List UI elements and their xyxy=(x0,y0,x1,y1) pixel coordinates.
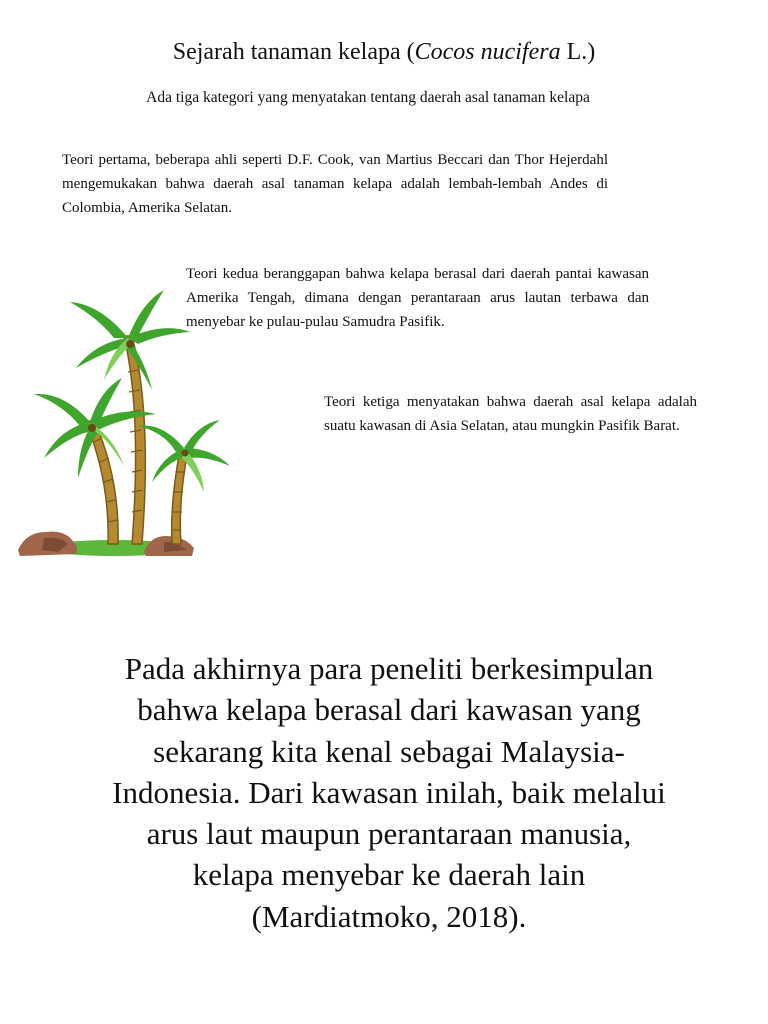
theory-third-paragraph: Teori ketiga menyatakan bahwa daerah asal kelapa adalah suatu kawasan di Asia Selatan, atau mungkin Pasifik Barat. xyxy=(324,394,697,434)
palm-crown-right xyxy=(138,420,230,492)
theory-first-paragraph: Teori pertama, beberapa ahli seperti D.F. Cook, van Martius Beccari dan Thor Hejerdahl mengemukakan bahwa daerah asal tanaman kelapa adalah lembah-lembah Andes di Colombia, Amerika Selatan. xyxy=(62,152,608,216)
page-title xyxy=(0,36,768,68)
title-prefix: Sejarah tanaman kelapa ( xyxy=(172,39,415,65)
palm-crown-top xyxy=(70,290,190,390)
coconut-palm-trees-icon xyxy=(14,282,236,564)
title-scientific-name: Cocos nucifera xyxy=(414,39,561,65)
conclusion-paragraph: Pada akhirnya para peneliti berkesimpulan bahwa kelapa berasal dari kawasan yang sekarang kita kenal sebagai Malaysia-Indonesia. Dari kawasan inilah, baik melalui arus laut maupun perantaraan manusia, kelapa menyebar ke daerah lain (Mardiatmoko, 2018). xyxy=(112,651,666,934)
page-subtitle: Ada tiga kategori yang menyatakan tentang daerah asal tanaman kelapa xyxy=(146,89,590,106)
title-suffix: L.) xyxy=(560,39,596,65)
theory-second-paragraph: Teori kedua beranggapan bahwa kelapa berasal dari daerah pantai kawasan Amerika Tengah, dimana dengan perantaraan arus lautan terbawa dan menyebar ke pulau-pulau Samudra Pasifik. xyxy=(186,266,649,330)
